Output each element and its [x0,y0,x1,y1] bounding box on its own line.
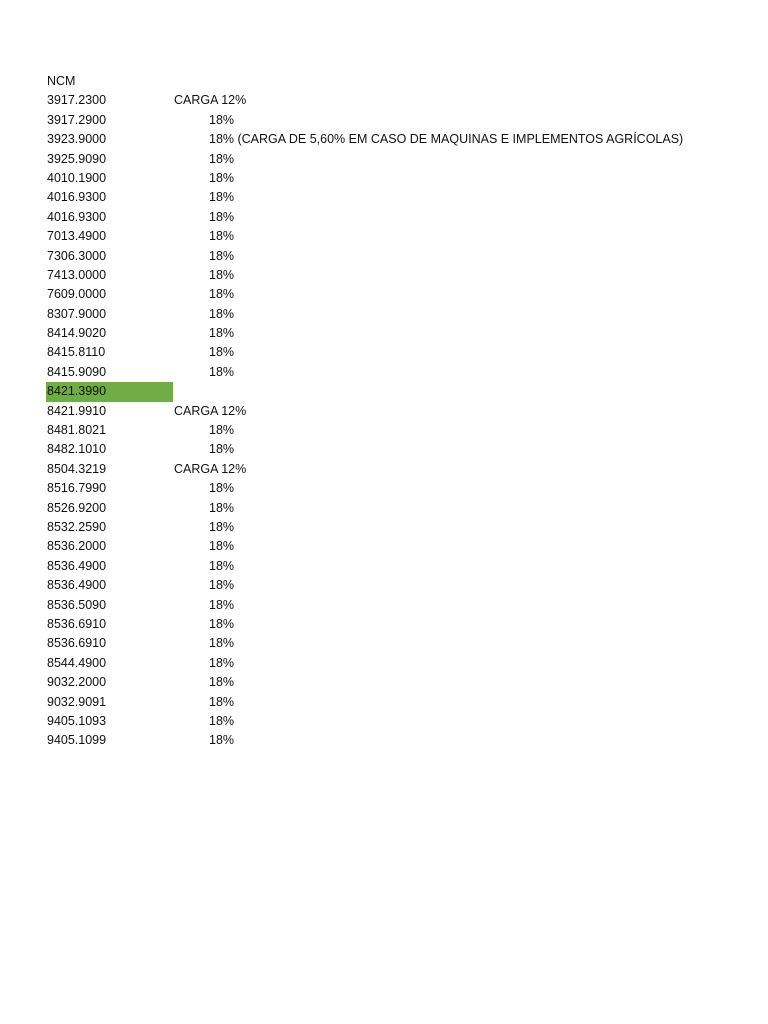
ncm-cell[interactable]: 4010.1900 [47,170,107,185]
rate-label: 18% [209,209,235,224]
rate-label: 18% [209,364,235,379]
ncm-cell[interactable]: 8421.9910 [47,403,107,418]
table-row [46,208,768,227]
tax-rate-cell[interactable] [173,576,768,595]
ncm-cell[interactable]: 8421.3990 [46,382,173,401]
rate-label: 18% [209,694,235,709]
rate-label: 18% [209,151,235,166]
rate-label: 18% [209,597,235,612]
rate-label: 18% [209,248,235,263]
rate-label: 18% [209,287,235,302]
tax-rate-cell[interactable] [173,266,768,285]
tax-rate-cell[interactable] [173,460,768,479]
tax-rate-cell[interactable] [173,596,768,615]
rate-label: 18% [209,500,235,515]
rate-label: 18% [209,519,235,534]
ncm-cell[interactable]: 8307.9000 [47,306,107,321]
tax-rate-cell[interactable] [173,615,768,634]
ncm-cell[interactable]: 3925.9090 [47,151,107,166]
table-row [46,440,768,459]
ncm-cell[interactable]: 8415.9090 [47,364,107,379]
carga-label: CARGA 12% [174,461,247,476]
table-row [46,305,768,324]
ncm-cell[interactable]: 4016.9300 [47,190,107,205]
rate-label: 18% [209,326,235,341]
tax-rate-cell[interactable] [173,693,768,712]
ncm-cell[interactable]: 7013.4900 [47,229,107,244]
ncm-cell[interactable]: 8482.1010 [47,442,107,457]
tax-rate-cell[interactable] [173,91,768,110]
table-row [46,247,768,266]
ncm-cell[interactable]: 8481.8021 [47,423,107,438]
rate-label: 18% [209,190,235,205]
table-row [46,382,768,401]
carga-label: CARGA 12% [174,403,247,418]
table-row [46,712,768,731]
rate-label: 18% [209,636,235,651]
rate-label: 18% [209,713,235,728]
tax-rate-cell[interactable] [173,227,768,246]
table-row [46,169,768,188]
table-row [46,324,768,343]
tax-rate-cell[interactable] [173,402,768,421]
tax-rate-cell[interactable] [173,537,768,556]
tax-rate-cell[interactable] [173,305,768,324]
table-row [46,596,768,615]
table-row [46,479,768,498]
tax-rate-cell[interactable] [173,479,768,498]
table-row [46,518,768,537]
table-row [46,557,768,576]
tax-rate-cell[interactable] [173,382,768,401]
rate-label: 18% [209,442,235,457]
table-row [46,634,768,653]
value-column-header[interactable] [173,72,768,91]
header-row [46,72,768,91]
rate-label: 18% [209,539,235,554]
ncm-column-header[interactable]: NCM [47,74,76,88]
tax-rate-cell[interactable] [173,150,768,169]
tax-rate-cell[interactable] [173,343,768,362]
tax-rate-cell[interactable] [173,634,768,653]
rate-label: 18% [209,481,235,496]
table-row [46,654,768,673]
table-row [46,266,768,285]
table-row [46,130,768,149]
tax-rate-cell[interactable] [173,247,768,266]
tax-rate-cell[interactable] [173,188,768,207]
spreadsheet-page [46,72,768,751]
tax-rate-cell[interactable] [173,499,768,518]
table-row [46,150,768,169]
table-row [46,693,768,712]
ncm-cell[interactable]: 8536.6910 [47,616,107,631]
rate-label: 18% [209,616,235,631]
table-row [46,363,768,382]
table-row [46,227,768,246]
ncm-cell[interactable]: 8544.4900 [47,655,107,670]
table-row [46,537,768,556]
tax-rate-cell[interactable] [173,712,768,731]
rate-label: 18% [209,306,235,321]
ncm-cell[interactable]: 8414.9020 [47,326,107,341]
table-row [46,673,768,692]
ncm-cell[interactable]: 8415.8110 [47,345,106,360]
table-row [46,402,768,421]
carga-label: CARGA 12% [174,93,247,108]
tax-rate-cell[interactable] [173,130,768,149]
table-row [46,576,768,595]
ncm-cell[interactable]: 8536.4900 [47,558,107,573]
ncm-cell[interactable]: 4016.9300 [47,209,107,224]
ncm-cell[interactable]: 3917.2300 [47,93,107,108]
tax-rate-cell[interactable] [173,208,768,227]
tax-rate-cell[interactable] [173,169,768,188]
rate-label: 18% [209,229,235,244]
tax-rate-cell[interactable] [173,731,768,750]
ncm-cell[interactable]: 8536.2000 [47,539,107,554]
tax-rate-cell[interactable] [173,111,768,130]
tax-rate-cell[interactable] [173,654,768,673]
ncm-cell[interactable]: 3917.2900 [47,112,107,127]
rate-label: 18% [209,112,235,127]
ncm-cell[interactable]: 8536.5090 [47,597,107,612]
tax-rate-cell[interactable] [173,557,768,576]
table-row [46,111,768,130]
table-row [46,188,768,207]
tax-rate-cell[interactable] [173,518,768,537]
rate-label: 18% [209,267,235,282]
rate-label: 18% [209,578,235,593]
ncm-cell[interactable]: 8536.4900 [47,578,107,593]
rate-label: 18% [209,558,235,573]
tax-rate-cell[interactable] [173,324,768,343]
ncm-cell[interactable]: 8532.2590 [47,519,107,534]
tax-rate-cell[interactable] [173,363,768,382]
table-row [46,615,768,634]
rate-label: 18% [209,345,235,360]
table-row [46,499,768,518]
tax-rate-cell[interactable] [173,673,768,692]
tax-rate-cell[interactable] [173,440,768,459]
ncm-cell[interactable]: 9405.1099 [47,733,107,748]
table-row [46,285,768,304]
ncm-cell[interactable]: 9405.1093 [47,713,107,728]
table-row [46,91,768,110]
ncm-cell[interactable]: 7413.0000 [47,267,107,282]
ncm-cell[interactable]: 7306.3000 [47,248,107,263]
rate-label: 18% [209,423,235,438]
table-row [46,343,768,362]
rate-label: 18% [209,170,235,185]
tax-rate-cell[interactable] [173,421,768,440]
rate-label: 18% [209,733,235,748]
ncm-cell[interactable]: 8536.6910 [47,636,107,651]
ncm-cell[interactable]: 8526.9200 [47,500,107,515]
ncm-cell[interactable]: 9032.2000 [47,675,107,690]
rate-label: 18% [209,675,235,690]
ncm-cell[interactable]: 8504.3219 [47,461,107,476]
data-rows [46,91,768,750]
ncm-cell[interactable]: 7609.0000 [47,287,107,302]
ncm-cell[interactable]: 9032.9091 [47,694,107,709]
table-row [46,460,768,479]
rate-label: 18% [209,655,235,670]
ncm-cell[interactable]: 8516.7990 [47,481,107,496]
table-row [46,731,768,750]
ncm-cell[interactable]: 3923.9000 [47,132,107,147]
rate-label: 18% (CARGA DE 5,60% EM CASO DE MAQUINAS E IMPLEMENTOS AGRÍCOLAS) [209,132,684,147]
tax-rate-cell[interactable] [173,285,768,304]
table-row [46,421,768,440]
